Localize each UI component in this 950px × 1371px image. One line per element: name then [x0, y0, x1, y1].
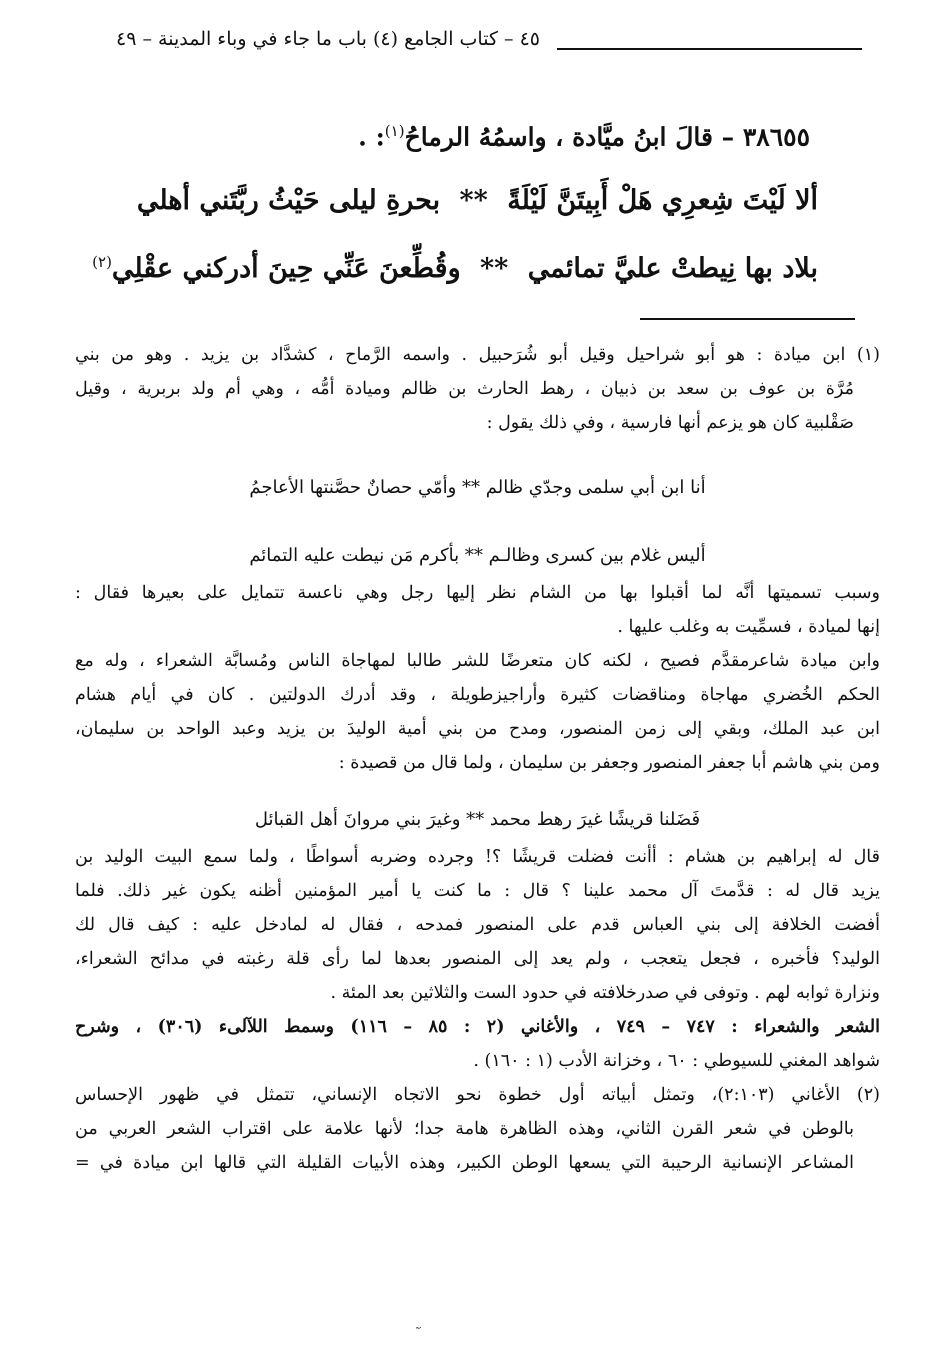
footnote-1-line: أفضت الخلافة إلى بني العباس قدم على المنصور فمدحه ، فقال له لمادخل عليه : كيف قال لك	[75, 915, 880, 935]
header-rule	[557, 48, 862, 50]
footnote-2-line: المشاعر الإنسانية الرحيبة التي يسعها الوطن الكبير، وهذه الأبيات القليلة التي قالها ابن ميادة في =	[75, 1153, 854, 1173]
footnote-2-line: (٢) الأغاني (٢:١٠٣)، وتمثل أبياته أول خطوة نحو الاتجاه الإنساني، تتمثل في ظهور الإحساس	[75, 1085, 880, 1105]
footnote-1-references: الشعر والشعراء : ٧٤٧ – ٧٤٩ ، والأغاني (٢ : ٨٥ – ١١٦) وسمط اللآلىء (٣٠٦) ، وشرح	[75, 1017, 880, 1037]
entry-text: ٣٨٦٥٥ – قالَ ابنُ ميَّادة ، واسمُهُ الرماحُ	[404, 122, 810, 152]
footnote-1-line: ونزارة ثوابه لهم . وتوفى في صدرخلافته في حدود الست والثلاثين بعد المئة .	[330, 983, 880, 1003]
footnote-verse: فَضَلنا قريشًا غيرَ رهط محمد ** وغيرَ بني مروانَ أهل القبائل	[254, 809, 701, 830]
footnote-1-line: صَقْلبية كان هو يزعم أنها فارسية ، وفي ذلك يقول :	[486, 413, 854, 433]
footnote-2-line: بالوطن في شعر القرن الثاني، وهذه الظاهرة هامة جدا؛ لأنها علامة على اقتراب الشعر العربي من	[75, 1119, 854, 1139]
verse-2-first-hemistich: بلاد بها نِيطتْ عليَّ تمائمي	[527, 253, 818, 284]
footnote-verse: أليس غلام بين كسرى وظالـم ** بأكرم مَن نيطت عليه التمائم	[249, 545, 706, 566]
footnote-verse: أنا ابن أبي سلمى وجدّي ظالم ** وأمّي حصانٌ حصَّنتها الأعاجمُ	[249, 477, 706, 498]
verse-separator: **	[459, 185, 488, 216]
footnote-separator	[640, 318, 855, 320]
footnote-1-line: (١) ابن ميادة : هو أبو شراحيل وقيل أبو شُرَحبيل . واسمه الرَّماح ، كشدَّاد بن يزيد . وهو من بني	[75, 345, 880, 365]
footnote-1-line: الحكم الخُضري مهاجاة ومناقضات كثيرة وأراجيزطويلة ، وقد أدرك الدولتين . كان في أيام هشام	[75, 685, 880, 705]
footnote-1-line: يزيد قال له : قدَّمتَ آل محمد علينا ؟ قال : ما كنت يا أمير المؤمنين أظنه يكون غير ذلك. فلما	[75, 881, 880, 901]
footnote-mark-2: (٢)	[92, 253, 112, 271]
footnote-1-line: وابن ميادة شاعرمقدَّم فصيح ، لكنه كان متعرضًا للشر طالبا لمهاجاة الناس ومُسابَّة الشعراء ، وله مع	[75, 651, 880, 671]
footnote-1-line: وسبب تسميتها أنَّه لما أقبلوا بها من الشام نظر إليها رجل وهي ناعسة تتمايل على بعيرها فقال :	[75, 583, 880, 603]
footnote-1-line: قال له إبراهيم بن هشام : أأنت فضلت قريشًا ؟! وجرده وضربه أسواطًا ، ولما سمع البيت الوليد بن	[75, 847, 880, 867]
footnote-1-line: ابن عبد الملك، وبقي إلى زمن المنصور، ومدح من بني أمية الوليدَ بن يزيد وعبد الواحد بن سليمان،	[75, 719, 880, 739]
verse-1-first-hemistich: ألا لَيْتَ شِعرِي هَلْ أَبِيتَنَّ لَيْلَةً	[507, 185, 818, 216]
entry-tail: : .	[358, 122, 385, 152]
running-head: ٤٥ – كتاب الجامع (٤) باب ما جاء في وباء المدينة – ٤٩	[116, 28, 540, 50]
footnote-1-line: مُرَّة بن عوف بن سعد بن ذبيان ، رهط الحارث بن ظالم وميادة أمُّه ، وهي أم ولد بربرية ، وقيل	[75, 379, 854, 399]
footnote-1-line: ومن بني هاشم أبا جعفر المنصور وجعفر بن سليمان ، ولما قال من قصيدة :	[338, 753, 880, 773]
footnote-mark-1: (١)	[384, 122, 405, 140]
footnotes	[75, 338, 880, 1180]
entry-heading	[110, 122, 810, 151]
poem-verse-1	[98, 185, 818, 216]
verse-2-second-hemistich: وقُطِّعنَ عَنِّي حِينَ أدركني عقْلِي	[111, 253, 461, 284]
verse-1-second-hemistich: بحرةِ ليلى حَيْثُ ربَّتَني أهلي	[136, 185, 441, 216]
verse-separator: **	[480, 253, 509, 284]
footnote-1-references: شواهد المغني للسيوطي : ٦٠ ، وخزانة الأدب (١ : ١٦٠) .	[473, 1051, 880, 1071]
footnote-1-line: الوليد؟ فأخبره ، فجعل يتعجب ، ولم يعد إلى المنصور بعدها لما رأى قلة رغبته في مدائح الشعراء،	[75, 949, 880, 969]
footnote-1-line: إنها لميادة ، فسمِّيت به وغلب عليها .	[617, 617, 880, 637]
poem-verse-2	[92, 253, 818, 284]
